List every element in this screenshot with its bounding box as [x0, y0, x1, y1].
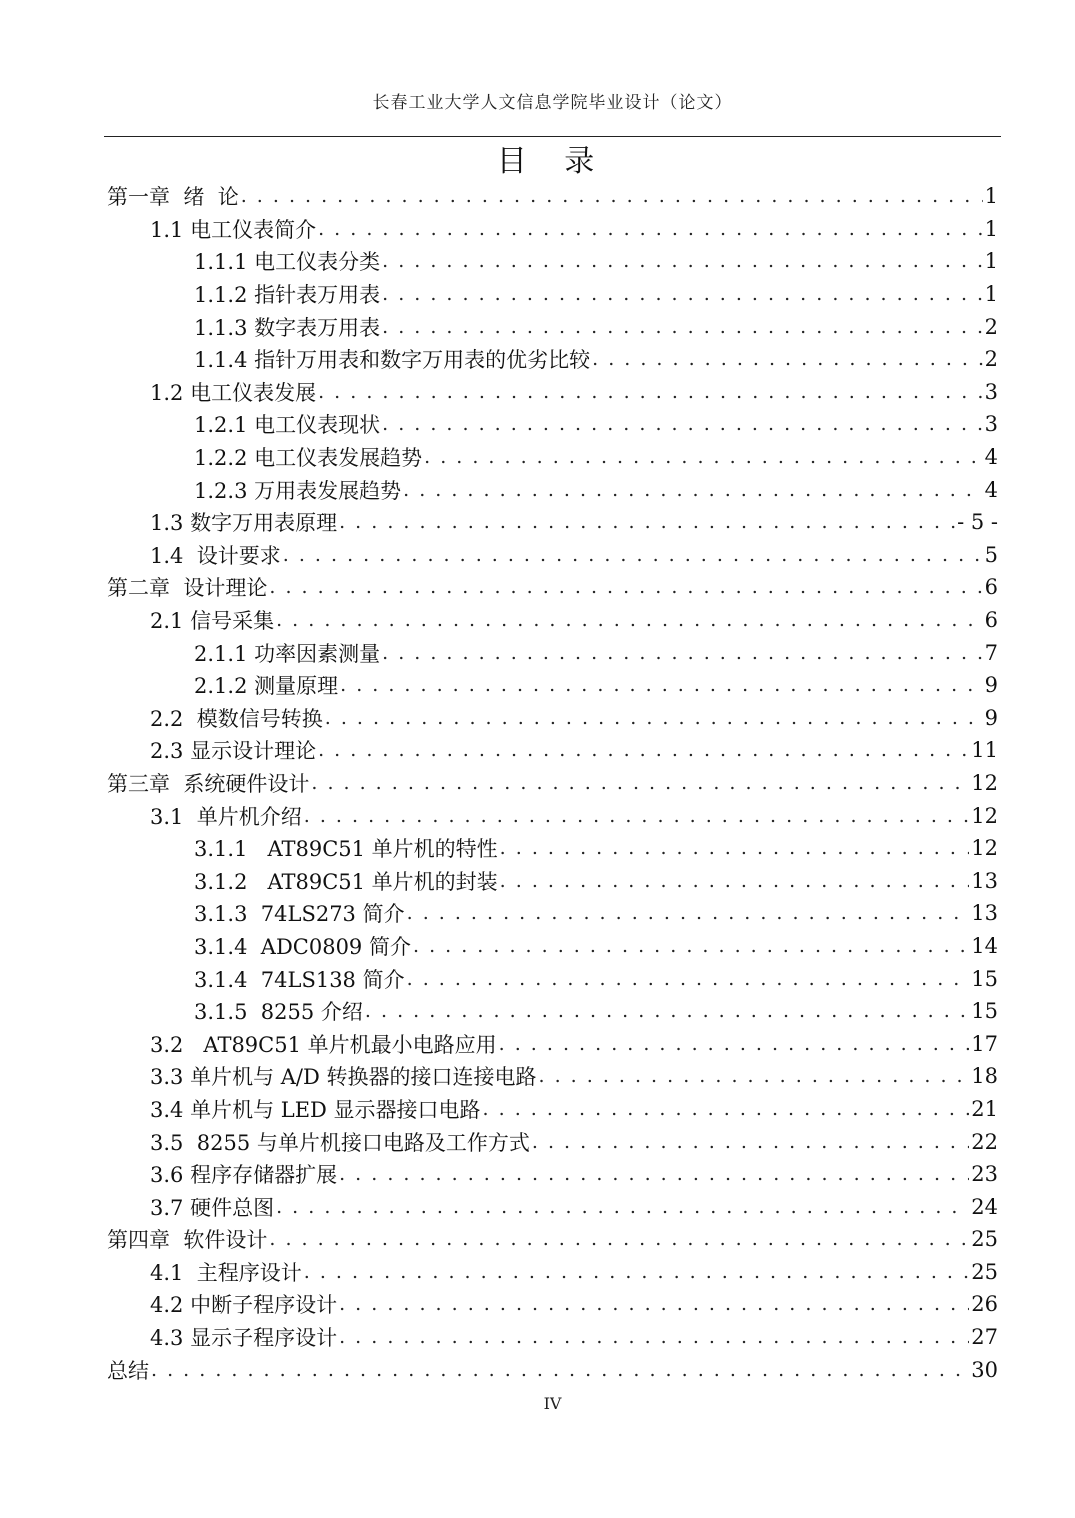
- toc-entry[interactable]: [104, 1288, 998, 1321]
- dot-leader: [276, 1196, 969, 1218]
- toc-entry-label: 3.1.4 ADC0809 简介: [194, 934, 411, 959]
- toc-entry[interactable]: [104, 1223, 998, 1256]
- toc-entry-page: 13: [971, 901, 998, 926]
- dot-leader: [304, 1261, 970, 1283]
- toc-entry-page: 1: [984, 184, 998, 209]
- toc-entry-label: 1.1.2 指针表万用表: [194, 283, 381, 308]
- toc-entry-label: 第一章 绪 论: [107, 185, 239, 210]
- dot-leader: [365, 1000, 969, 1022]
- dot-leader: [340, 674, 983, 696]
- toc-entry[interactable]: [104, 376, 998, 409]
- toc-entry-label: 第三章 系统硬件设计: [107, 771, 310, 796]
- toc-entry[interactable]: [104, 408, 998, 441]
- toc-entry-page: 15: [971, 966, 998, 991]
- toc-entry[interactable]: [104, 995, 998, 1028]
- dot-leader: [499, 1033, 970, 1055]
- toc-entry[interactable]: [104, 767, 998, 800]
- dot-leader: [325, 707, 983, 729]
- dot-leader: [276, 609, 983, 631]
- toc-entry-page: 14: [971, 933, 998, 958]
- toc-entry[interactable]: [104, 604, 998, 637]
- toc-entry-label: 2.3 显示设计理论: [150, 739, 317, 764]
- dot-leader: [339, 1326, 969, 1348]
- toc-entry[interactable]: [104, 864, 998, 897]
- dot-leader: [339, 511, 955, 533]
- toc-entry-label: 1.2 电工仪表发展: [150, 380, 317, 405]
- toc-entry[interactable]: [104, 897, 998, 930]
- dot-leader: [500, 870, 970, 892]
- dot-leader: [304, 805, 970, 827]
- toc-entry[interactable]: [104, 245, 998, 278]
- dot-leader: [269, 576, 982, 598]
- toc-entry-page: 25: [971, 1259, 998, 1284]
- dot-leader: [382, 642, 983, 664]
- toc-entry-label: 4.2 中断子程序设计: [150, 1293, 338, 1318]
- toc-entry[interactable]: [104, 310, 998, 343]
- dot-leader: [382, 283, 983, 305]
- dot-leader: [311, 772, 969, 794]
- toc-entry[interactable]: [104, 669, 998, 702]
- toc-entry-label: 3.2 AT89C51 单片机最小电路应用: [150, 1032, 497, 1057]
- toc-entry[interactable]: [104, 180, 998, 213]
- toc-entry-page: 12: [971, 803, 998, 828]
- toc-entry-page: 24: [971, 1194, 998, 1219]
- dot-leader: [318, 739, 969, 761]
- toc-entry-label: 3.1.4 74LS138 简介: [194, 967, 405, 992]
- toc-entry-label: 1.1.3 数字表万用表: [194, 315, 381, 340]
- toc-entry-page: 15: [971, 999, 998, 1024]
- toc-entry-page: 22: [971, 1129, 998, 1154]
- toc-entry[interactable]: [104, 799, 998, 832]
- dot-leader: [424, 446, 983, 468]
- dot-leader: [539, 1065, 970, 1087]
- toc-entry-label: 2.1 信号采集: [150, 609, 275, 634]
- toc-entry-page: 4: [984, 445, 998, 470]
- dot-leader: [339, 1293, 969, 1315]
- dot-leader: [407, 902, 970, 924]
- toc-entry-label: 3.4 单片机与 LED 显示器接口电路: [150, 1097, 481, 1122]
- toc-entry[interactable]: [104, 1256, 998, 1289]
- toc-entry-page: 1: [984, 249, 998, 274]
- toc-entry[interactable]: [104, 1353, 998, 1386]
- toc-entry-label: 1.4 设计要求: [150, 543, 281, 568]
- dot-leader: [483, 1098, 970, 1120]
- toc-entry-page: 18: [971, 1064, 998, 1089]
- toc-entry-label: 1.1 电工仪表简介: [150, 217, 317, 242]
- toc-entry[interactable]: [104, 1321, 998, 1354]
- toc-entry-page: 21: [971, 1096, 998, 1121]
- toc-entry-page: 2: [984, 347, 998, 372]
- toc-entry-page: 12: [971, 770, 998, 795]
- toc-entry-label: 3.1 单片机介绍: [150, 804, 302, 829]
- dot-leader: [241, 185, 983, 207]
- toc-entry-page: 26: [971, 1292, 998, 1317]
- toc-entry-page: 30: [971, 1357, 998, 1382]
- toc-entry-page: 13: [971, 868, 998, 893]
- toc-entry[interactable]: [104, 571, 998, 604]
- toc-entry-label: 总结: [107, 1358, 149, 1383]
- running-header: 长春工业大学人文信息学院毕业设计（论文）: [372, 93, 733, 113]
- toc-entry-page: 2: [984, 314, 998, 339]
- toc-entry-label: 第四章 软件设计: [107, 1228, 268, 1253]
- toc-entry[interactable]: [104, 1027, 998, 1060]
- toc-entry-page: 25: [971, 1227, 998, 1252]
- toc-entry-label: 3.1.1 AT89C51 单片机的特性: [194, 837, 498, 862]
- header-rule: [104, 136, 1001, 137]
- toc-entry-page: 9: [984, 705, 998, 730]
- toc-entry-label: 2.2 模数信号转换: [150, 706, 323, 731]
- toc-entry-label: 2.1.2 测量原理: [194, 674, 339, 699]
- toc-entry-label: 3.1.3 74LS273 简介: [194, 902, 405, 927]
- toc-entry-page: 3: [984, 379, 998, 404]
- dot-leader: [403, 479, 983, 501]
- dot-leader: [318, 381, 983, 403]
- toc-entry-page: 4: [984, 477, 998, 502]
- toc-entry-label: 1.1.4 指针万用表和数字万用表的优劣比较: [194, 348, 591, 373]
- toc-entry-label: 4.1 主程序设计: [150, 1260, 302, 1285]
- toc-entry[interactable]: [104, 702, 998, 735]
- dot-leader: [532, 1131, 969, 1153]
- toc-entry-label: 3.6 程序存储器扩展: [150, 1163, 338, 1188]
- toc-entry[interactable]: [104, 506, 998, 539]
- toc-entry-page: 1: [984, 216, 998, 241]
- toc-entry[interactable]: [104, 636, 998, 669]
- toc-entry-page: 6: [984, 608, 998, 633]
- toc-entry-label: 1.2.2 电工仪表发展趋势: [194, 446, 423, 471]
- toc-entry[interactable]: [104, 213, 998, 246]
- toc-entry-label: 3.1.5 8255 介绍: [194, 1000, 363, 1025]
- toc-entry[interactable]: [104, 1060, 998, 1093]
- toc-entry[interactable]: [104, 962, 998, 995]
- dot-leader: [592, 348, 983, 370]
- toc-entry-label: 1.1.1 电工仪表分类: [194, 250, 381, 275]
- toc-entry-page: 12: [971, 836, 998, 861]
- dot-leader: [500, 837, 970, 859]
- toc-entry-label: 2.1.1 功率因素测量: [194, 641, 381, 666]
- toc-entry-label: 4.3 显示子程序设计: [150, 1326, 338, 1351]
- toc-entry[interactable]: [104, 539, 998, 572]
- dot-leader: [413, 935, 969, 957]
- toc-entry-label: 3.1.2 AT89C51 单片机的封装: [194, 869, 498, 894]
- toc-entry[interactable]: [104, 1125, 998, 1158]
- toc-entry-page: 6: [984, 575, 998, 600]
- toc-entry[interactable]: [104, 1158, 998, 1191]
- toc-entry-page: - 5 -: [957, 510, 998, 535]
- dot-leader: [382, 413, 983, 435]
- toc-entry[interactable]: [104, 1190, 998, 1223]
- toc-entry[interactable]: [104, 930, 998, 963]
- toc-entry-page: 27: [971, 1325, 998, 1350]
- toc-entry-page: 9: [984, 673, 998, 698]
- toc-entry[interactable]: [104, 832, 998, 865]
- toc-entry-page: 11: [971, 738, 998, 763]
- dot-leader: [318, 218, 983, 240]
- toc-entry-label: 1.3 数字万用表原理: [150, 511, 338, 536]
- dot-leader: [407, 968, 970, 990]
- toc-entry[interactable]: [104, 1093, 998, 1126]
- toc-entry-label: 3.7 硬件总图: [150, 1195, 275, 1220]
- toc-entry-page: 23: [971, 1162, 998, 1187]
- dot-leader: [382, 316, 983, 338]
- dot-leader: [269, 1228, 969, 1250]
- toc-entry[interactable]: [104, 734, 998, 767]
- toc-entry[interactable]: [104, 473, 998, 506]
- dot-leader: [382, 250, 983, 272]
- dot-leader: [151, 1359, 969, 1381]
- toc-list: [104, 180, 998, 1386]
- toc-entry-label: 3.3 单片机与 A/D 转换器的接口连接电路: [150, 1065, 537, 1090]
- toc-entry-page: 5: [984, 542, 998, 567]
- toc-entry-page: 17: [971, 1031, 998, 1056]
- dot-leader: [339, 1163, 969, 1185]
- toc-entry-page: 7: [984, 640, 998, 665]
- toc-entry[interactable]: [104, 343, 998, 376]
- toc-title: 目 录: [496, 144, 609, 179]
- toc-entry-label: 1.2.1 电工仪表现状: [194, 413, 381, 438]
- toc-entry-label: 第二章 设计理论: [107, 576, 268, 601]
- toc-entry[interactable]: [104, 278, 998, 311]
- page-number: IV: [543, 1394, 562, 1413]
- toc-entry[interactable]: [104, 441, 998, 474]
- toc-entry-label: 3.5 8255 与单片机接口电路及工作方式: [150, 1130, 530, 1155]
- toc-entry-label: 1.2.3 万用表发展趋势: [194, 478, 402, 503]
- toc-entry-page: 3: [984, 412, 998, 437]
- dot-leader: [283, 544, 983, 566]
- toc-entry-page: 1: [984, 282, 998, 307]
